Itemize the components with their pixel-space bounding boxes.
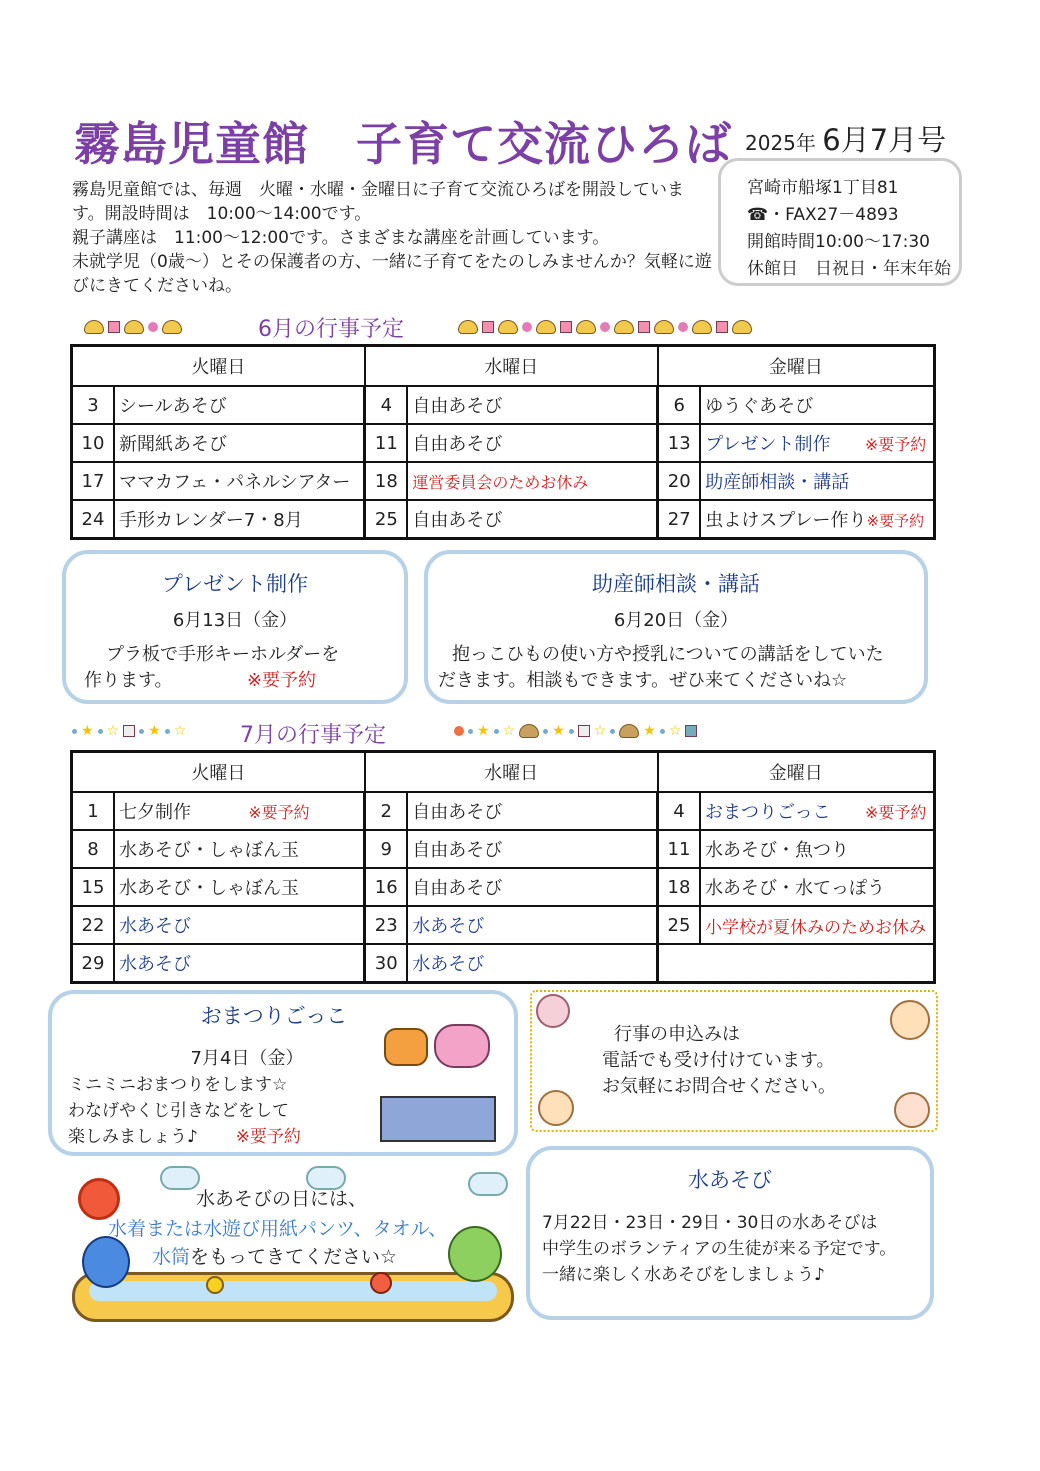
sun-icon	[78, 1178, 120, 1220]
jellyfish-icon	[536, 994, 570, 1028]
july-heading: 7月の行事予定	[240, 723, 386, 748]
charm-icon	[123, 725, 135, 737]
event-text: 七夕制作	[119, 802, 191, 823]
baby-icon	[538, 1090, 574, 1126]
event-cell: 水あそび	[114, 906, 365, 944]
date-cell: 10	[72, 424, 115, 462]
date-cell: 16	[365, 868, 408, 906]
intro-text	[72, 178, 712, 298]
elephant-character-icon	[434, 1024, 490, 1068]
event-cell: ママカフェ・パネルシアター	[114, 462, 365, 500]
event-cell: 手形カレンダー7・8月	[114, 500, 365, 539]
snail-icon	[614, 320, 634, 334]
date-cell: 6	[658, 386, 701, 424]
festival-box	[48, 990, 518, 1156]
snail-decoration-left	[84, 314, 234, 340]
date-cell: 1	[72, 792, 115, 830]
apply-text: お気軽にお問合せください。	[602, 1076, 836, 1097]
date-cell: 22	[72, 906, 115, 944]
snail-icon	[162, 320, 182, 334]
festival-illustration	[380, 1024, 508, 1142]
event-cell: 水あそび・しゃぼん玉	[114, 868, 365, 906]
event-cell: 水あそび	[407, 944, 657, 983]
column-header: 金曜日	[658, 346, 935, 387]
date-cell: 4	[658, 792, 701, 830]
event-cell	[700, 424, 934, 462]
event-text: プレゼント制作	[705, 434, 831, 455]
event-text: おまつりごっこ	[705, 802, 831, 823]
issue-year: 2025年	[745, 131, 816, 155]
baby-icon	[890, 1000, 930, 1040]
gift-icon	[716, 321, 728, 333]
present-text-line2	[84, 668, 404, 694]
event-cell: 自由あそび	[407, 500, 657, 539]
festival-date: 7月4日（金）	[190, 1048, 304, 1069]
dot-icon	[139, 729, 144, 734]
festival-text: ミニミニおまつりをします☆	[68, 1075, 288, 1095]
gift-icon	[108, 321, 120, 333]
waterday-text: をもってきてください☆	[190, 1246, 398, 1268]
event-cell: 水あそび・しゃぼん玉	[114, 830, 365, 868]
reservation-note: ※要予約	[246, 670, 317, 691]
snail-icon	[732, 320, 752, 334]
child-icon	[619, 724, 639, 738]
snail-icon	[654, 320, 674, 334]
date-cell: 17	[72, 462, 115, 500]
event-cell: ゆうぐあそび	[700, 386, 934, 424]
midwife-text: 抱っこひもの使い方や授乳についての講話をしていた	[452, 644, 884, 665]
flower-icon	[522, 322, 532, 332]
snail-icon	[576, 320, 596, 334]
waterday-text: 水あそびの日には、	[196, 1188, 368, 1210]
cloud-icon	[468, 1172, 508, 1196]
info-box	[718, 158, 962, 286]
table-row	[72, 462, 935, 500]
event-cell	[700, 500, 934, 539]
star-icon: ☆	[593, 723, 607, 739]
dot-icon	[494, 729, 499, 734]
waterplay-text: 一緒に楽しく水あそびをしましょう♪	[542, 1265, 825, 1285]
empty-cell	[658, 944, 935, 983]
column-header: 水曜日	[365, 752, 658, 793]
page-title: 霧島児童館 子育て交流ひろば	[74, 117, 732, 171]
column-header: 火曜日	[72, 346, 365, 387]
event-cell: 水あそび	[114, 944, 365, 983]
table-row	[72, 830, 935, 868]
star-decoration-right	[454, 718, 924, 744]
apply-text: 電話でも受け付けています。	[602, 1050, 835, 1071]
flower-icon	[678, 322, 688, 332]
snail-icon	[692, 320, 712, 334]
intro-line: 親子講座は 11:00～12:00です。さまざまな講座を計画しています。	[72, 228, 610, 248]
dot-icon	[98, 729, 103, 734]
snail-icon	[124, 320, 144, 334]
lantern-icon	[454, 726, 464, 736]
elephant-character-icon	[82, 1236, 130, 1288]
water-icon	[89, 1281, 497, 1301]
dot-icon	[610, 729, 615, 734]
midwife-date: 6月20日（金）	[613, 610, 739, 631]
snail-icon	[84, 320, 104, 334]
event-cell: 自由あそび	[407, 792, 657, 830]
event-cell: 水あそび・水てっぽう	[700, 868, 935, 906]
june-heading: 6月の行事予定	[258, 317, 404, 342]
date-cell: 11	[365, 424, 408, 462]
snail-decoration-right	[458, 314, 918, 340]
gift-icon	[560, 321, 572, 333]
reservation-note: ※要予約	[866, 512, 925, 530]
dot-icon	[543, 729, 548, 734]
apply-notice-frame	[530, 990, 938, 1132]
opening-hours: 開館時間10:00～17:30	[747, 232, 930, 252]
midwife-box	[424, 550, 928, 704]
flower-icon	[600, 322, 610, 332]
snail-icon	[536, 320, 556, 334]
date-cell: 24	[72, 500, 115, 539]
date-cell: 29	[72, 944, 115, 983]
kappa-character-icon	[448, 1226, 502, 1282]
date-cell: 25	[658, 906, 701, 944]
waterday-text-line3	[152, 1244, 397, 1270]
waterplay-text: 中学生のボランティアの生徒が来る予定です。	[542, 1239, 897, 1259]
date-cell: 9	[365, 830, 408, 868]
event-cell: 小学校が夏休みのためお休み	[700, 906, 935, 944]
event-cell: 新聞紙あそび	[114, 424, 365, 462]
charm-icon	[578, 725, 590, 737]
festival-text: わなげやくじ引きなどをして	[68, 1101, 289, 1121]
star-icon: ☆	[502, 723, 516, 739]
star-icon: ★	[643, 723, 656, 739]
waterday-text: 水着または水遊び用紙パンツ、タオル、	[108, 1218, 448, 1240]
table-row	[72, 792, 935, 830]
event-cell: 助産師相談・講話	[700, 462, 934, 500]
intro-line: 霧島児童館では、毎週 火曜・水曜・金曜日に子育て交流ひろばを開設しています。開設時間は 10:00～14:00です。	[72, 180, 684, 224]
star-icon: ★	[81, 723, 94, 739]
reservation-note: ※要予約	[235, 1127, 301, 1147]
column-header: 火曜日	[72, 752, 365, 793]
date-cell: 20	[658, 462, 701, 500]
present-date: 6月13日（金）	[172, 610, 298, 631]
cloud-icon	[160, 1166, 200, 1190]
streamer-icon	[685, 725, 697, 737]
waterplay-title: 水あそび	[688, 1168, 772, 1192]
date-cell: 27	[658, 500, 701, 539]
cat-character-icon	[384, 1028, 428, 1066]
event-cell: 自由あそび	[407, 868, 657, 906]
intro-line: 未就学児（0歳～）とその保護者の方、一緒に子育てをたのしみませんか？気軽に遊びにきてくださいね。	[72, 252, 712, 296]
present-text: プラ板で手形キーホルダーを	[106, 644, 340, 665]
child-icon	[519, 724, 539, 738]
table-row	[72, 868, 935, 906]
table-row	[72, 386, 935, 424]
date-cell: 18	[658, 868, 701, 906]
star-icon: ☆	[173, 723, 187, 739]
event-cell: 運営委員会のためお休み	[407, 462, 657, 500]
gift-icon	[482, 321, 494, 333]
dot-icon	[660, 729, 665, 734]
date-cell: 15	[72, 868, 115, 906]
waterplay-box	[526, 1146, 934, 1320]
reservation-note: ※要予約	[864, 435, 927, 454]
event-cell: 水あそび	[407, 906, 657, 944]
event-cell: 自由あそび	[407, 386, 657, 424]
midwife-text: だきます。相談もできます。ぜひ来てくださいね☆	[438, 670, 848, 691]
snail-icon	[498, 320, 518, 334]
table-row	[72, 906, 935, 944]
present-box	[62, 550, 408, 704]
star-decoration-left	[72, 718, 222, 744]
star-icon: ★	[477, 723, 490, 739]
tel-fax: ☎・FAX27－4893	[747, 205, 899, 225]
star-icon: ★	[552, 723, 565, 739]
snail-icon	[458, 320, 478, 334]
date-cell: 18	[365, 462, 408, 500]
date-cell: 4	[365, 386, 408, 424]
table-row	[72, 944, 935, 983]
festival-title: おまつりごっこ	[200, 1004, 348, 1028]
event-text: 虫よけスプレー作り	[705, 510, 867, 531]
table-row	[72, 500, 935, 539]
waterday-text: 水筒	[152, 1246, 191, 1268]
date-cell: 13	[658, 424, 701, 462]
event-cell: シールあそび	[114, 386, 365, 424]
closed-days: 休館日 日祝日・年末年始	[747, 259, 951, 279]
column-header: 金曜日	[658, 752, 935, 793]
date-cell: 30	[365, 944, 408, 983]
event-cell: 水あそび・魚つり	[700, 830, 935, 868]
festival-text: 楽しみましょう♪	[68, 1127, 198, 1147]
july-schedule-table	[70, 750, 936, 984]
date-cell: 25	[365, 500, 408, 539]
date-cell: 11	[658, 830, 701, 868]
midwife-title: 助産師相談・講話	[592, 572, 760, 596]
column-header: 水曜日	[365, 346, 658, 387]
table-header-row	[72, 346, 935, 387]
present-title: プレゼント制作	[161, 572, 309, 596]
star-icon: ★	[148, 723, 161, 739]
duck-icon	[206, 1276, 224, 1294]
event-cell	[700, 792, 935, 830]
event-cell: 自由あそび	[407, 424, 657, 462]
event-cell	[114, 792, 365, 830]
present-text: 作ります。	[84, 670, 173, 691]
flower-icon	[148, 322, 158, 332]
date-cell: 8	[72, 830, 115, 868]
waterplay-text: 7月22日・23日・29日・30日の水あそびは	[542, 1213, 878, 1233]
date-cell: 3	[72, 386, 115, 424]
dot-icon	[165, 729, 170, 734]
dot-icon	[72, 729, 77, 734]
pool-illustration	[72, 1272, 514, 1322]
dot-icon	[569, 729, 574, 734]
star-icon: ☆	[106, 723, 120, 739]
date-cell: 2	[365, 792, 408, 830]
issue-label	[745, 118, 946, 159]
star-icon: ☆	[668, 723, 682, 739]
event-cell: 自由あそび	[407, 830, 657, 868]
dot-icon	[468, 729, 473, 734]
table-row	[72, 424, 935, 462]
apply-text: 行事の申込みは	[614, 1024, 740, 1045]
table-header-row	[72, 752, 935, 793]
reservation-note: ※要予約	[248, 803, 310, 822]
game-stall-icon	[380, 1096, 496, 1142]
date-cell: 23	[365, 906, 408, 944]
gift-icon	[638, 321, 650, 333]
june-schedule-table	[70, 344, 936, 540]
baby-icon	[894, 1092, 930, 1128]
reservation-note: ※要予約	[864, 803, 927, 822]
issue-month: 6月7月号	[822, 123, 947, 157]
address: 宮崎市船塚1丁目81	[747, 178, 899, 198]
beach-ball-icon	[370, 1272, 392, 1294]
